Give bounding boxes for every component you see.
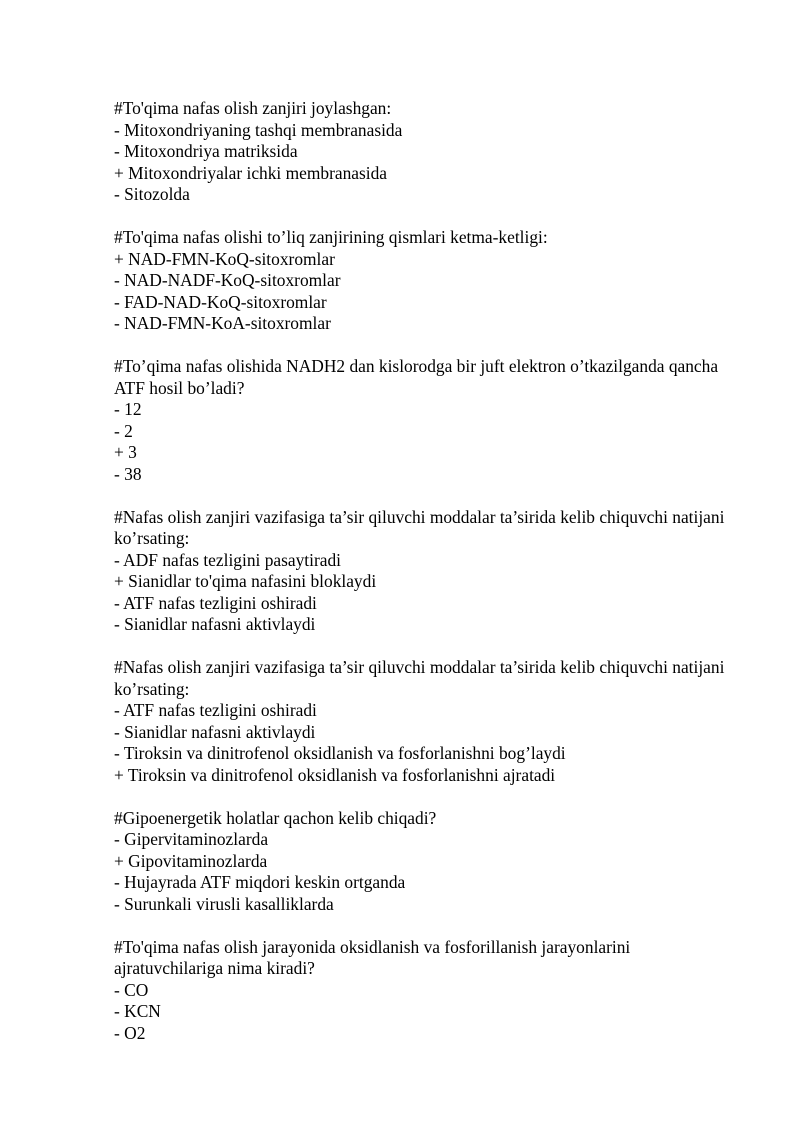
- answer-option: - Mitoxondriyaning tashqi membranasida: [114, 119, 403, 140]
- answer-option: - ADF nafas tezligini pasaytiradi: [114, 549, 341, 570]
- answer-option: - Hujayrada ATF miqdori keskin ortganda: [114, 872, 406, 892]
- answer-option: + Mitoxondriyalar ichki membranasida: [114, 162, 388, 183]
- answer-option: + 3: [114, 442, 137, 462]
- answer-option: - 38: [114, 463, 142, 484]
- answer-option: - Sianidlar nafasni aktivlaydi: [114, 614, 316, 634]
- answer-option: - Surunkali virusli kasalliklarda: [114, 893, 334, 914]
- answer-option: - NAD-FMN-KoA-sitoxromlar: [114, 313, 331, 333]
- answer-option: - FAD-NAD-KoQ-sitoxromlar: [114, 291, 327, 312]
- answer-option: - NAD-NADF-KoQ-sitoxromlar: [114, 270, 341, 290]
- answer-option: - Mitoxondriya matriksida: [114, 141, 298, 161]
- question-text: #Nafas olish zanjiri vazifasiga ta’sir qiluvchi moddalar ta’sirida kelib chiquvchi natijani ko’rsating:: [114, 657, 729, 699]
- answer-option: - Gipervitaminozlarda: [114, 829, 269, 849]
- question-text: #Nafas olish zanjiri vazifasiga ta’sir qiluvchi moddalar ta’sirida kelib chiquvchi natijani ko’rsating:: [114, 506, 729, 548]
- answer-option: - Tiroksin va dinitrofenol oksidlanish va fosforlanishni bog’laydi: [114, 743, 566, 763]
- answer-option: - CO: [114, 979, 149, 1000]
- question-text: #Gipoenergetik holatlar qachon kelib chiqadi?: [114, 807, 437, 828]
- question-text: #To’qima nafas olishida NADH2 dan kislorodga bir juft elektron o’tkazilganda qancha ATF hosil bo’ladi?: [114, 356, 722, 398]
- answer-option: - Sitozolda: [114, 184, 190, 204]
- question-text: #To'qima nafas olishi to’liq zanjirining qismlari ketma-ketligi:: [114, 227, 548, 247]
- question-text: #To'qima nafas olish jarayonida oksidlanish va fosforillanish jarayonlarini ajratuvchilariga nima kiradi?: [114, 936, 635, 978]
- question-text: #To'qima nafas olish zanjiri joylashgan:: [114, 98, 392, 118]
- question-block: [114, 227, 734, 335]
- answer-option: + Tiroksin va dinitrofenol oksidlanish va fosforlanishni ajratadi: [114, 764, 556, 785]
- answer-option: + Gipovitaminozlarda: [114, 850, 268, 871]
- answer-option: - 2: [114, 420, 133, 441]
- question-block: [114, 808, 734, 916]
- answer-option: - ATF nafas tezligini oshiradi: [114, 700, 317, 720]
- answer-option: + NAD-FMN-KoQ-sitoxromlar: [114, 248, 335, 269]
- question-block: [114, 98, 734, 206]
- answer-option: - 12: [114, 399, 142, 419]
- answer-option: - KCN: [114, 1001, 161, 1021]
- question-block: [114, 937, 734, 1045]
- answer-option: - ATF nafas tezligini oshiradi: [114, 592, 317, 613]
- answer-option: + Sianidlar to'qima nafasini bloklaydi: [114, 571, 377, 591]
- document-page: [114, 98, 734, 1066]
- answer-option: - O2: [114, 1022, 146, 1043]
- question-block: [114, 657, 734, 786]
- question-block: [114, 507, 734, 636]
- answer-option: - Sianidlar nafasni aktivlaydi: [114, 721, 316, 742]
- question-block: [114, 356, 734, 485]
